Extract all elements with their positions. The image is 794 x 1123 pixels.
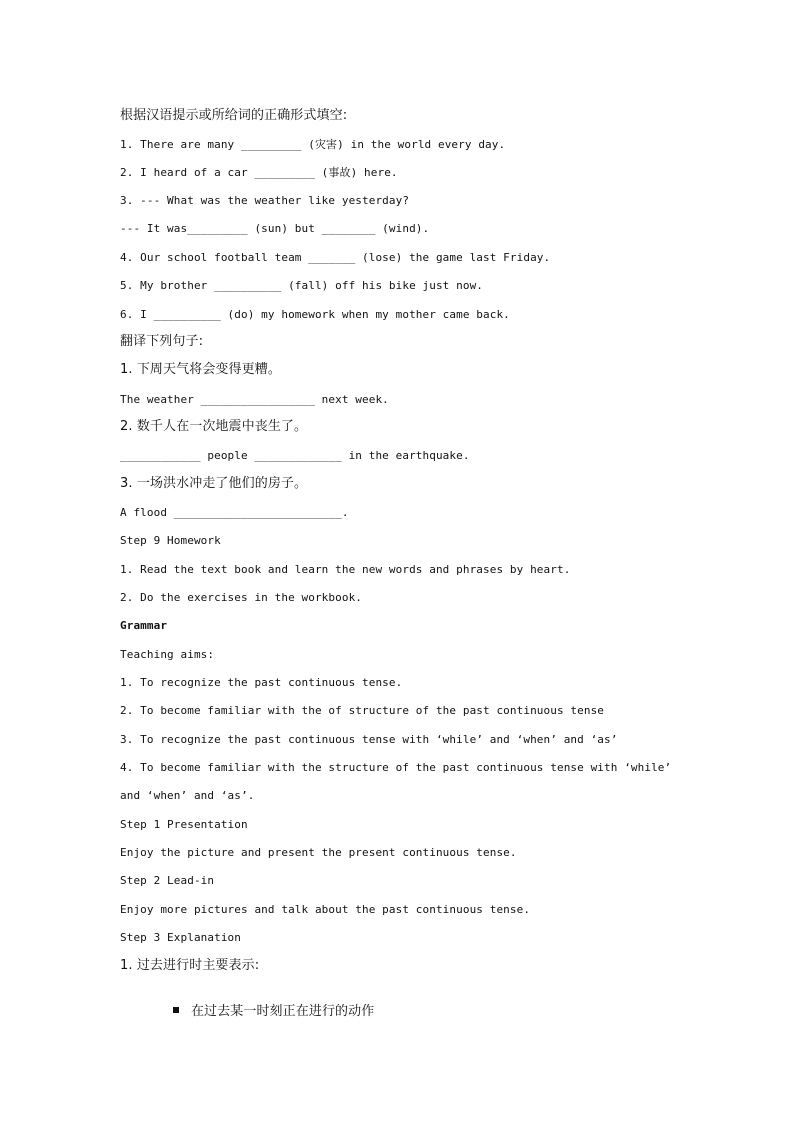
fill-blank-question-6: 6. I __________ (do) my homework when my mother came back.	[120, 308, 510, 321]
homework-step-title: Step 9 Homework	[120, 534, 221, 547]
fill-blank-question-2: 2. I heard of a car _________ (事故) here.	[120, 166, 398, 179]
translate-heading: 翻译下列句子:	[120, 334, 204, 349]
teaching-aim-3: 3. To recognize the past continuous tense with ‘while’ and ‘when’ and ‘as’	[120, 733, 618, 746]
teaching-aims-title: Teaching aims:	[120, 648, 215, 661]
grammar-title: Grammar	[120, 619, 168, 632]
fill-blank-heading: 根据汉语提示或所给词的正确形式填空:	[120, 108, 348, 123]
step-1-text: Enjoy the picture and present the present continuous tense.	[120, 846, 517, 859]
fill-blank-question-3-answer: --- It was_________ (sun) but ________ (wind).	[120, 222, 430, 235]
translate-sentence-3-english: A flood _________________________.	[120, 506, 349, 519]
translate-sentence-3-chinese: 3. 一场洪水冲走了他们的房子。	[120, 476, 308, 491]
teaching-aim-2: 2. To become familiar with the of structure of the past continuous tense	[120, 704, 605, 717]
step-3-title: Step 3 Explanation	[120, 931, 242, 944]
teaching-aim-1: 1. To recognize the past continuous tense.	[120, 676, 403, 689]
step-2-text: Enjoy more pictures and talk about the past continuous tense.	[120, 903, 531, 916]
step-1-title: Step 1 Presentation	[120, 818, 248, 831]
homework-item-1: 1. Read the text book and learn the new words and phrases by heart.	[120, 563, 571, 576]
translate-sentence-2-chinese: 2. 数千人在一次地震中丧生了。	[120, 419, 308, 434]
step-3-bullet-text: 在过去某一时刻正在进行的动作	[190, 1004, 375, 1019]
step-2-title: Step 2 Lead-in	[120, 874, 215, 887]
homework-item-2: 2. Do the exercises in the workbook.	[120, 591, 363, 604]
fill-blank-question-3: 3. --- What was the weather like yesterday?	[120, 194, 410, 207]
step-3-bullet-item	[156, 985, 374, 1039]
fill-blank-question-1: 1. There are many _________ (灾害) in the world every day.	[120, 138, 506, 151]
teaching-aim-4: 4. To become familiar with the structure of the past continuous tense with ‘while’	[120, 761, 672, 774]
fill-blank-question-5: 5. My brother __________ (fall) off his bike just now.	[120, 279, 484, 292]
step-3-item-1: 1. 过去进行时主要表示:	[120, 958, 260, 973]
fill-blank-question-4: 4. Our school football team _______ (lose) the game last Friday.	[120, 251, 551, 264]
translate-sentence-2-english: ____________ people _____________ in the earthquake.	[120, 449, 470, 462]
teaching-aim-4-continued: and ‘when’ and ‘as’.	[120, 789, 255, 802]
translate-sentence-1-english: The weather _________________ next week.	[120, 393, 389, 406]
square-bullet-icon	[173, 1007, 179, 1013]
translate-sentence-1-chinese: 1. 下周天气将会变得更糟。	[120, 362, 281, 377]
